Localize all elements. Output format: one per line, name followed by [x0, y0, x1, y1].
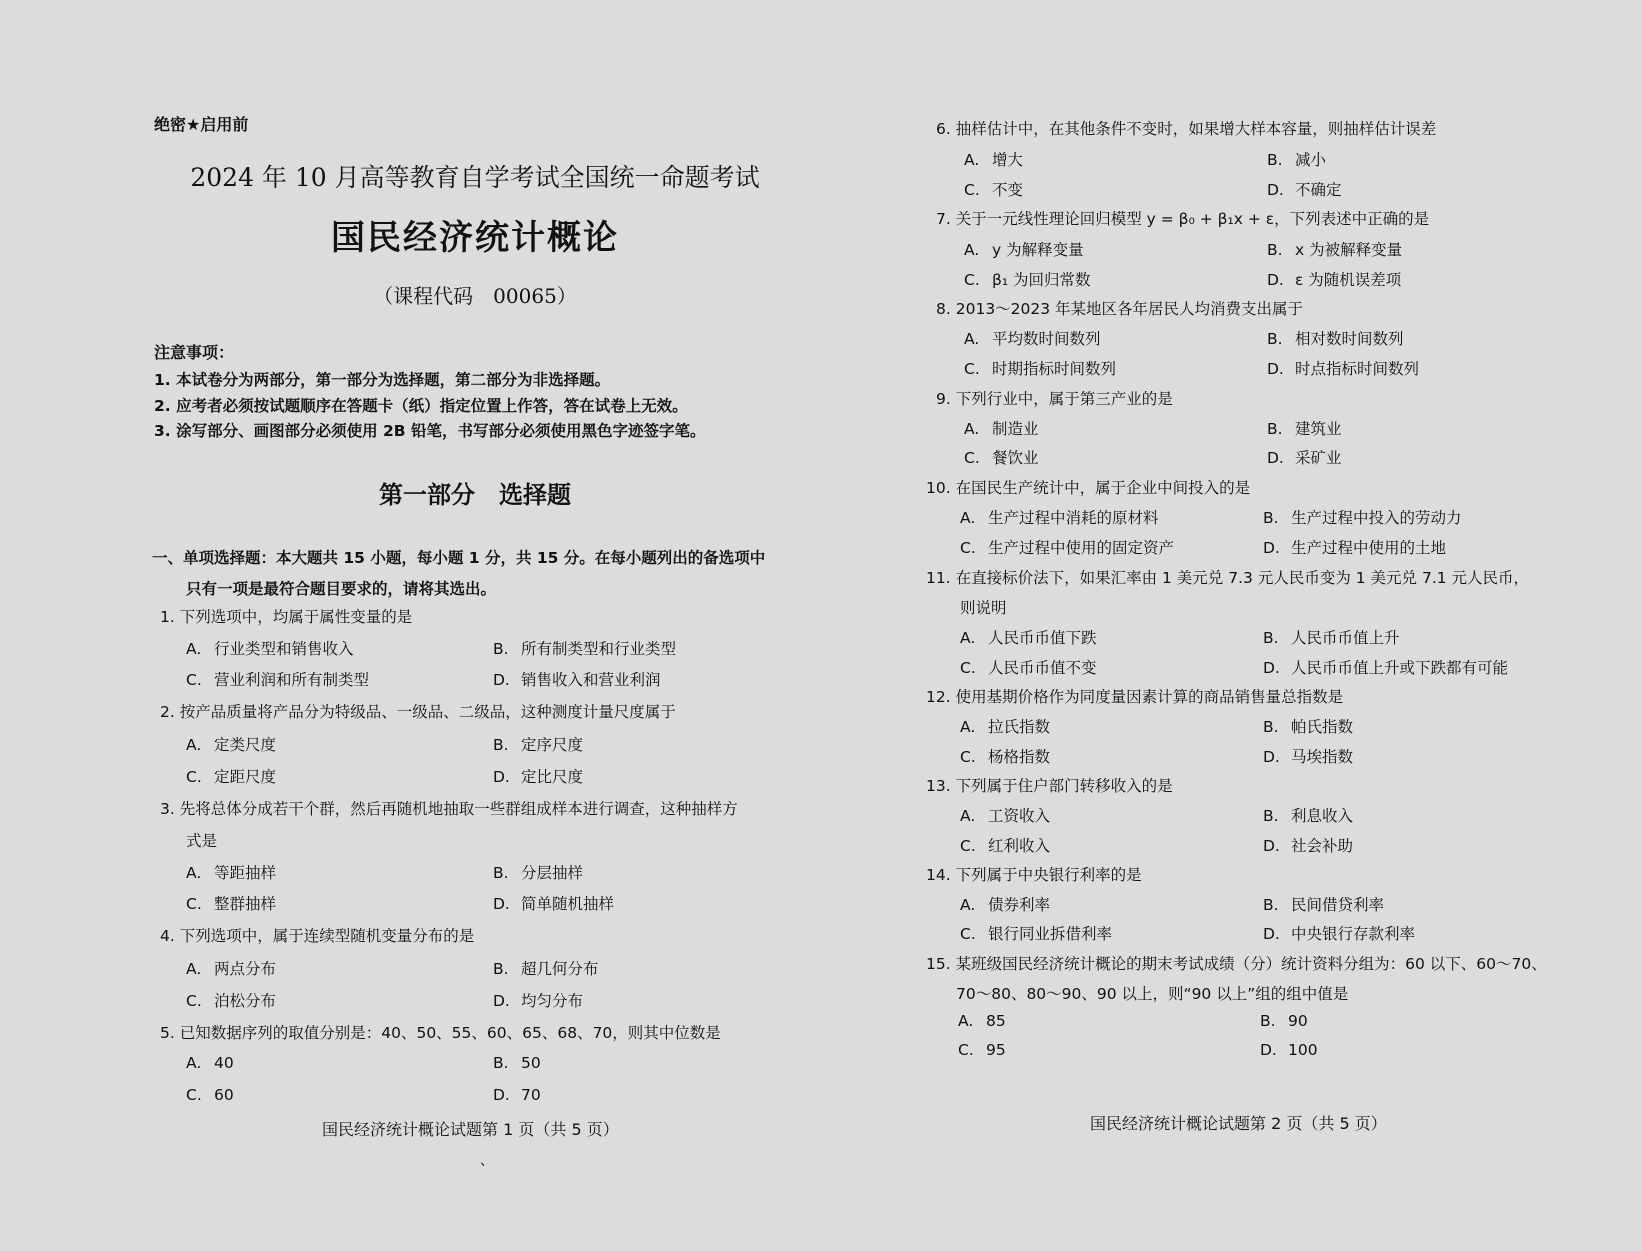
option: A. 平均数时间数列 [964, 330, 1101, 348]
option: B. 建筑业 [1267, 420, 1342, 438]
question-stem: 4. 下列选项中，属于连续型随机变量分布的是 [160, 927, 475, 945]
option: B. 人民币币值上升 [1263, 629, 1400, 647]
question-stem: 3. 先将总体分成若干个群，然后再随机地抽取一些群组成样本进行调查，这种抽样方 [160, 800, 738, 818]
part-title: 第一部分 选择题 [379, 481, 571, 509]
option: C. 营业利润和所有制类型 [186, 671, 370, 689]
option: C. 不变 [964, 181, 1024, 199]
option: C. 95 [958, 1041, 1006, 1059]
question-stem: 11. 在直接标价法下，如果汇率由 1 美元兑 7.3 元人民币变为 1 美元兑 7.1 元人民币， [926, 569, 1530, 587]
option: B. x 为被解释变量 [1267, 241, 1403, 259]
option: B. 分层抽样 [493, 864, 584, 882]
question-stem: 5. 已知数据序列的取值分别是：40、50、55、60、65、68、70，则其中位数是 [160, 1024, 721, 1042]
question-stem: 12. 使用基期价格作为同度量因素计算的商品销售量总指数是 [926, 688, 1344, 706]
question-stem: 15. 某班级国民经济统计概论的期末考试成绩（分）统计资料分组为：60 以下、60～70、 [926, 955, 1547, 973]
scan-mark: 、 [480, 1153, 494, 1169]
option: C. 人民币币值不变 [960, 659, 1097, 677]
option: B. 减小 [1267, 151, 1327, 169]
page-2 [820, 0, 1642, 1251]
option: C. 银行同业拆借利率 [960, 925, 1113, 943]
option: C. 整群抽样 [186, 895, 277, 913]
section-instructions [152, 543, 802, 605]
question-stem-continued: 则说明 [960, 599, 1007, 617]
option: D. 简单随机抽样 [493, 895, 615, 913]
notes-title: 注意事项： [154, 343, 235, 362]
option: B. 相对数时间数列 [1267, 330, 1404, 348]
question-stem: 2. 按产品质量将产品分为特级品、一级品、二级品，这种测度计量尺度属于 [160, 703, 676, 721]
question-stem-continued: 式是 [186, 832, 218, 850]
option: A. 85 [958, 1012, 1006, 1030]
option: B. 所有制类型和行业类型 [493, 640, 677, 658]
section-instructions-line: 一、单项选择题：本大题共 15 小题，每小题 1 分，共 15 分。在每小题列出的备选项中 [152, 549, 766, 567]
option: D. 定比尺度 [493, 768, 584, 786]
exam-title: 2024 年 10 月高等教育自学考试全国统一命题考试 [190, 163, 760, 192]
option: C. 泊松分布 [186, 992, 277, 1010]
option: A. 等距抽样 [186, 864, 277, 882]
option: D. 马埃指数 [1263, 748, 1354, 766]
option: D. 采矿业 [1267, 449, 1342, 467]
option: B. 90 [1260, 1012, 1308, 1030]
notes-item: 2. 应考者必须按试题顺序在答题卡（纸）指定位置上作答，答在试卷上无效。 [154, 397, 688, 415]
question-stem: 8. 2013～2023 年某地区各年居民人均消费支出属于 [936, 300, 1304, 318]
option: C. 餐饮业 [964, 449, 1039, 467]
question-stem: 9. 下列行业中，属于第三产业的是 [936, 390, 1173, 408]
option: A. 增大 [964, 151, 1024, 169]
option: C. 杨格指数 [960, 748, 1051, 766]
option: D. 100 [1260, 1041, 1318, 1059]
option: C. 定距尺度 [186, 768, 277, 786]
option: B. 定序尺度 [493, 736, 584, 754]
option: B. 民间借贷利率 [1263, 896, 1385, 914]
question-stem: 7. 关于一元线性理论回归模型 y = β₀ + β₁x + ε，下列表述中正确的是 [936, 210, 1430, 228]
option: D. 时点指标时间数列 [1267, 360, 1420, 378]
option: A. 生产过程中消耗的原材料 [960, 509, 1159, 527]
option: A. 40 [186, 1054, 234, 1072]
option: D. 不确定 [1267, 181, 1342, 199]
option: D. 70 [493, 1086, 541, 1104]
option: C. β₁ 为回归常数 [964, 271, 1091, 289]
option: A. 拉氏指数 [960, 718, 1051, 736]
option: A. 定类尺度 [186, 736, 277, 754]
option: A. 行业类型和销售收入 [186, 640, 354, 658]
option: D. 均匀分布 [493, 992, 584, 1010]
confidential-label: 绝密★启用前 [154, 115, 249, 134]
question-stem: 13. 下列属于住户部门转移收入的是 [926, 777, 1173, 795]
option: D. 人民币币值上升或下跌都有可能 [1263, 659, 1509, 677]
option: A. y 为解释变量 [964, 241, 1084, 259]
option: C. 红利收入 [960, 837, 1051, 855]
notes-item: 3. 涂写部分、画图部分必须使用 2B 铅笔，书写部分必须使用黑色字迹签字笔。 [154, 422, 706, 440]
option: A. 制造业 [964, 420, 1039, 438]
option: B. 50 [493, 1054, 541, 1072]
option: C. 时期指标时间数列 [964, 360, 1117, 378]
course-code: （课程代码 00065） [373, 284, 577, 308]
option: D. 生产过程中使用的土地 [1263, 539, 1447, 557]
page-1 [0, 0, 820, 1251]
option: B. 帕氏指数 [1263, 718, 1354, 736]
option: A. 人民币币值下跌 [960, 629, 1097, 647]
option: D. 销售收入和营业利润 [493, 671, 661, 689]
option: B. 利息收入 [1263, 807, 1354, 825]
option: B. 超几何分布 [493, 960, 599, 978]
section-instructions-line: 只有一项是最符合题目要求的，请将其选出。 [186, 580, 497, 598]
question-stem: 1. 下列选项中，均属于属性变量的是 [160, 608, 413, 626]
option: D. ε 为随机误差项 [1267, 271, 1402, 289]
option: B. 生产过程中投入的劳动力 [1263, 509, 1462, 527]
option: A. 两点分布 [186, 960, 277, 978]
question-stem: 6. 抽样估计中，在其他条件不变时，如果增大样本容量，则抽样估计误差 [936, 120, 1437, 138]
question-stem: 14. 下列属于中央银行利率的是 [926, 866, 1142, 884]
subject-title: 国民经济统计概论 [331, 218, 619, 258]
page-footer: 国民经济统计概论试题第 1 页（共 5 页） [322, 1120, 619, 1139]
option: A. 工资收入 [960, 807, 1051, 825]
notes-item: 1. 本试卷分为两部分，第一部分为选择题，第二部分为非选择题。 [154, 371, 611, 389]
option: C. 生产过程中使用的固定资产 [960, 539, 1175, 557]
option: D. 中央银行存款利率 [1263, 925, 1416, 943]
question-stem: 10. 在国民生产统计中，属于企业中间投入的是 [926, 479, 1251, 497]
option: C. 60 [186, 1086, 234, 1104]
option: D. 社会补助 [1263, 837, 1354, 855]
option: A. 债券利率 [960, 896, 1051, 914]
page-footer: 国民经济统计概论试题第 2 页（共 5 页） [1090, 1114, 1387, 1133]
question-stem-continued: 70～80、80～90、90 以上，则“90 以上”组的组中值是 [956, 985, 1349, 1003]
